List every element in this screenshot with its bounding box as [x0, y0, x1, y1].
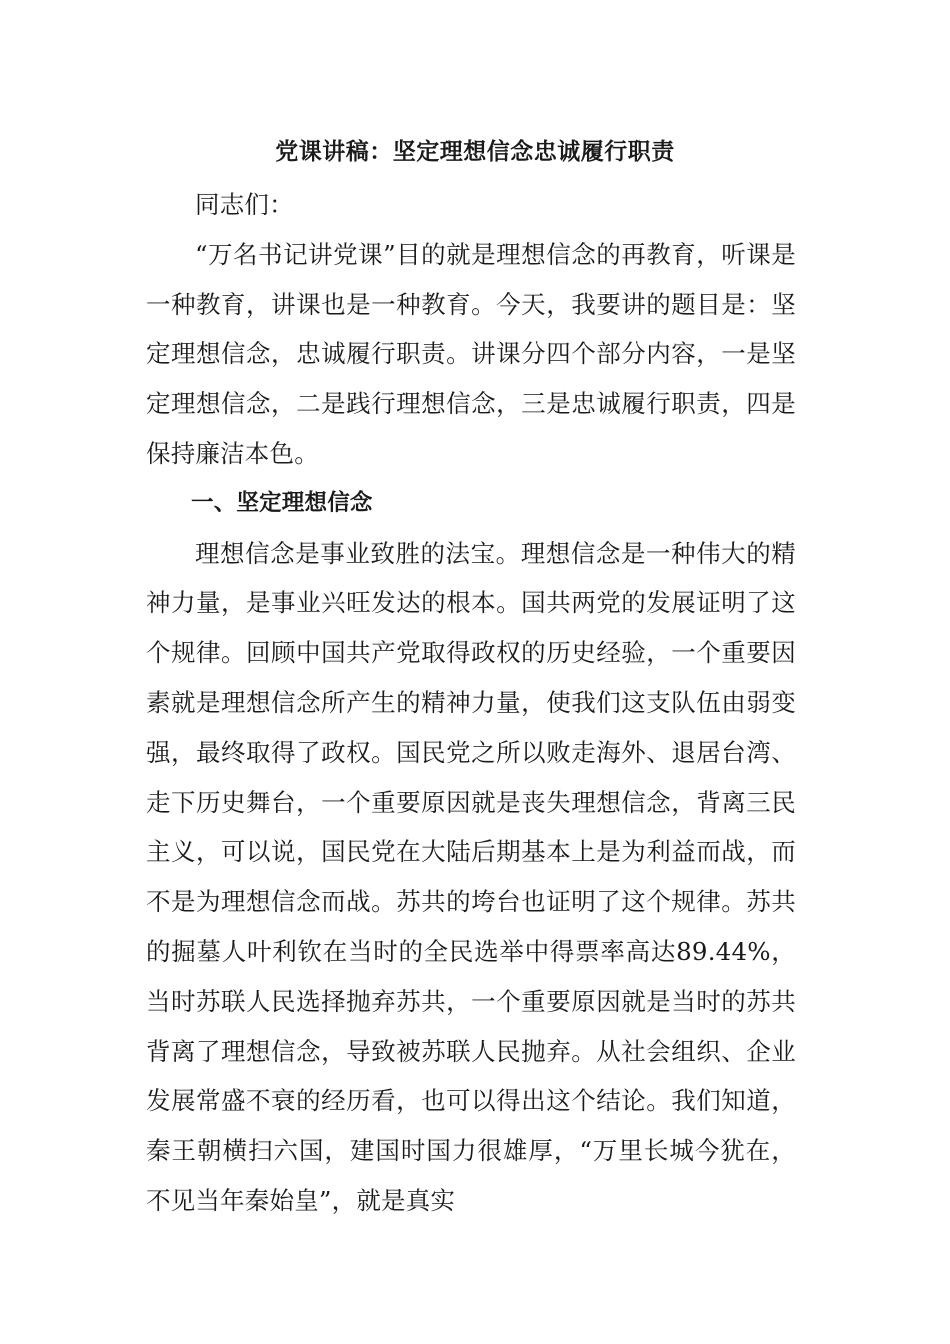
section-paragraph: 理想信念是事业致胜的法宝。理想信念是一种伟大的精神力量，是事业兴旺发达的根本。国共两党的发展证明了这个规律。回顾中国共产党取得政权的历史经验，一个重要因素就是理想信念所产生的精神力量，使我们这支队伍由弱变强，最终取得了政权。国民党之所以败走海外、退居台湾、走下历史舞台，一个重要原因就是丧失理想信念，背离三民主义，可以说，国民党在大陆后期基本上是为利益而战，而不是为理想信念而战。苏共的垮台也证明了这个规律。苏共的掘墓人叶利钦在当时的全民选举中得票率高达89.44%，当时苏联人民选择抛弃苏共，一个重要原因就是当时的苏共背离了理想信念，导致被苏联人民抛弃。从社会组织、企业发展常盛不衰的经历看，也可以得出这个结论。我们知道，秦王朝横扫六国，建国时国力很雄厚，“万里长城今犹在，不见当年秦始皇”，就是真实 [146, 538, 796, 1215]
intro-paragraph: “万名书记讲党课”目的就是理想信念的再教育，听课是一种教育，讲课也是一种教育。今天，我要讲的题目是：坚定理想信念，忠诚履行职责。讲课分四个部分内容，一是坚定理想信念，二是践行理想信念，三是忠诚履行职责，四是保持廉洁本色。 [146, 239, 796, 468]
salutation: 同志们： [195, 190, 294, 219]
section-heading: 一、坚定理想信念 [191, 489, 373, 516]
document-body [146, 180, 796, 1226]
document-title: 党课讲稿：坚定理想信念忠诚履行职责 [275, 139, 675, 165]
